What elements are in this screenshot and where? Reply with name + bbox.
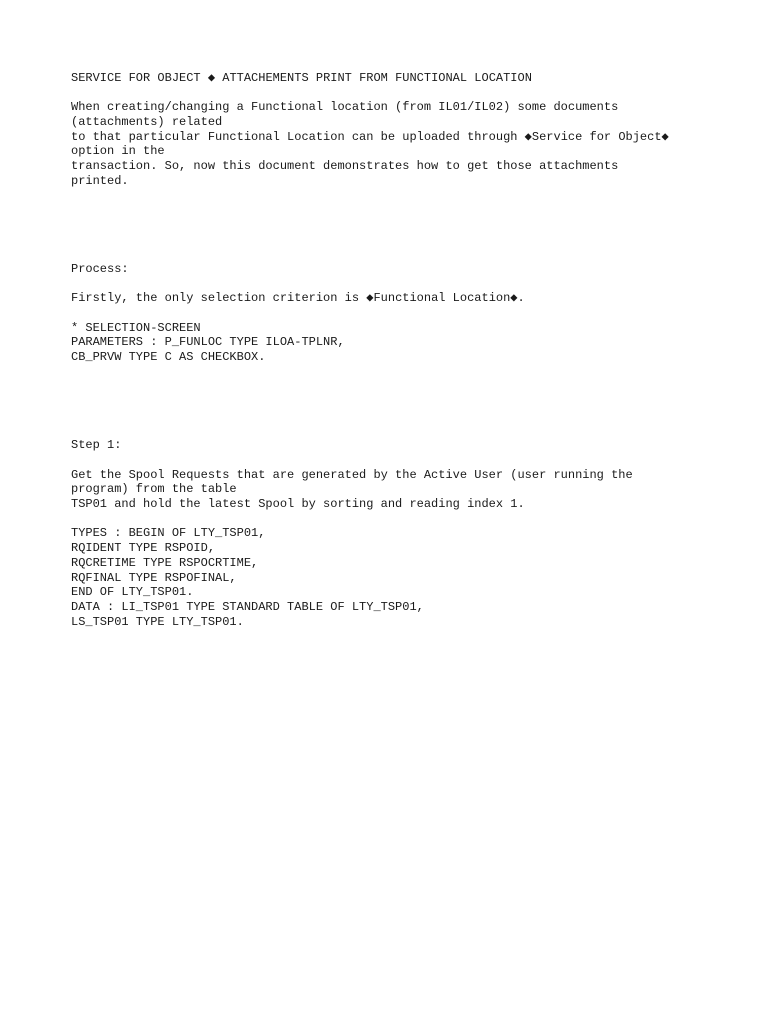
spacer [71,86,711,101]
intro-line: transaction. So, now this document demonstrates how to get those attachments [71,159,619,174]
code-line: RQFINAL TYPE RSPOFINAL, [71,570,237,585]
document-title: SERVICE FOR OBJECT ◆ ATTACHEMENTS PRINT FROM FUNCTIONAL LOCATION [71,71,532,85]
spacer [71,277,711,292]
step1-line: Get the Spool Requests that are generated by the Active User (user running the [71,467,633,482]
step1-code-block [71,526,711,629]
step1-line: TSP01 and hold the latest Spool by sorting and reading index 1. [71,497,525,512]
code-line: RQIDENT TYPE RSPOID, [71,541,216,556]
step1-paragraph [71,468,711,512]
step1-heading: Step 1: [71,438,122,453]
selection-code-block [71,321,711,365]
code-line: LS_TSP01 TYPE LTY_TSP01. [71,614,244,629]
code-line: DATA : LI_TSP01 TYPE STANDARD TABLE OF LTY_TSP01, [71,599,424,614]
intro-line: When creating/changing a Functional location (from IL01/IL02) some documents [71,100,619,115]
intro-line: printed. [71,173,129,188]
code-line: * SELECTION-SCREEN [71,320,201,335]
intro-line: option in the [71,144,165,159]
spacer [71,453,711,468]
code-line: CB_PRVW TYPE C AS CHECKBOX. [71,350,266,365]
process-text: Firstly, the only selection criterion is ◆Functional Location◆. [71,291,525,306]
spacer [71,512,711,527]
code-line: PARAMETERS : P_FUNLOC TYPE ILOA-TPLNR, [71,335,345,350]
process-heading: Process: [71,262,129,276]
spacer [71,189,711,263]
code-line: TYPES : BEGIN OF LTY_TSP01, [71,526,266,541]
spacer [71,306,711,321]
code-line: END OF LTY_TSP01. [71,585,194,600]
code-line: RQCRETIME TYPE RSPOCRTIME, [71,555,259,570]
step1-line: program) from the table [71,482,237,497]
intro-paragraph [71,100,711,188]
document-page [71,71,711,629]
intro-line: to that particular Functional Location can be uploaded through ◆Service for Object◆ [71,129,669,144]
intro-line: (attachments) related [71,115,223,130]
spacer [71,365,711,439]
